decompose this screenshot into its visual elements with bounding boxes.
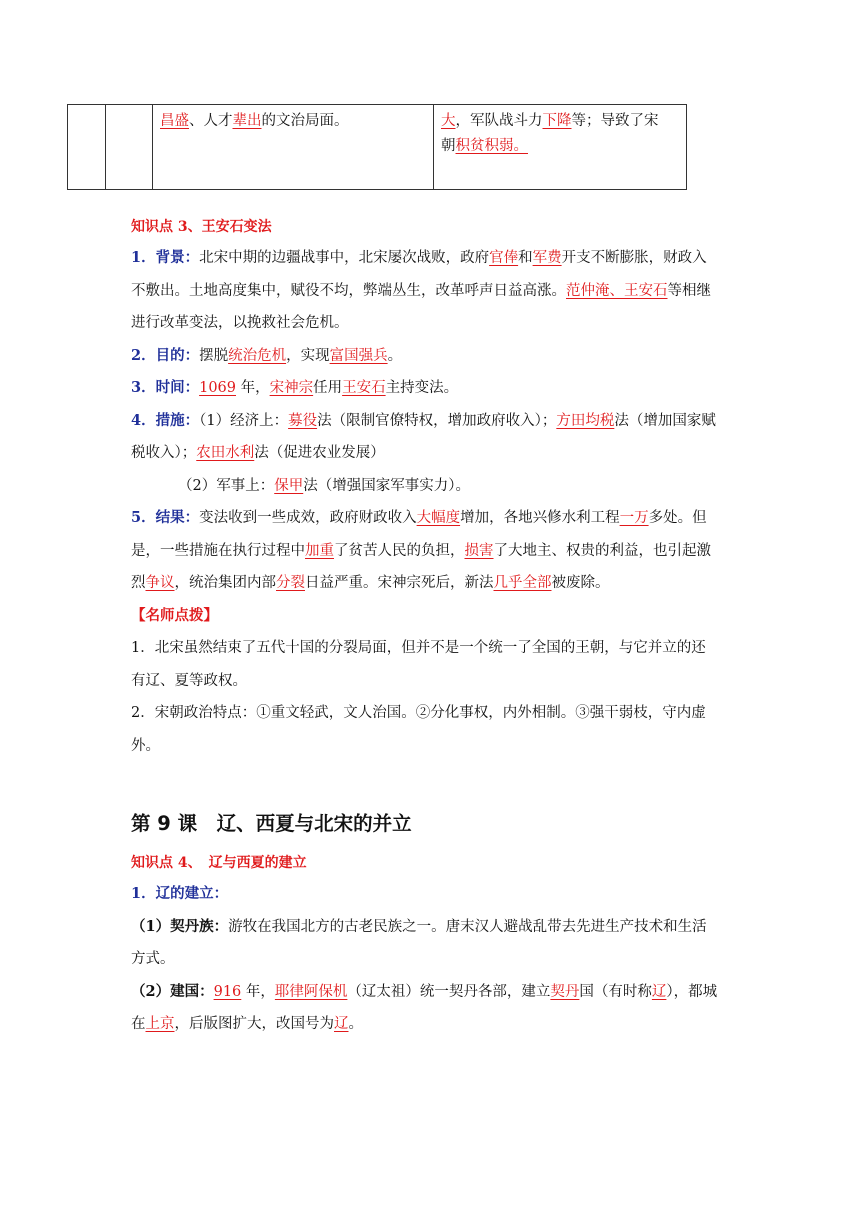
background-text-line	[131, 275, 731, 308]
answer-blank: 积贫积弱。	[455, 138, 528, 154]
text-run: 增加，各地兴修水利工程	[460, 510, 620, 526]
teacher-tip-text: 有辽、夏等政权。	[131, 672, 247, 689]
text-run: 了大地主、权贵的利益，也引起激	[493, 542, 711, 559]
table-cell-weakness	[434, 105, 687, 190]
answer-blank: 分裂	[276, 575, 305, 591]
answer-blank: 农田水利	[196, 445, 255, 461]
teacher-tip-text: 外。	[131, 737, 160, 754]
text-run: 多处。但	[648, 510, 707, 526]
text-run: （2）军事上：	[178, 477, 275, 494]
founding-label: （2）建国：	[131, 982, 214, 1000]
text-run: 。	[348, 1016, 363, 1032]
teacher-tip-title: 【名师点拨】	[131, 606, 218, 624]
answer-blank: 辽	[334, 1016, 349, 1032]
text-run: （辽太祖）统一契丹各部，建立	[347, 983, 551, 1000]
answer-blank: 辽	[651, 983, 667, 1000]
text-run: 进行改革变法，以挽救社会危机。	[131, 315, 349, 331]
founding-text-line	[131, 1008, 731, 1041]
continued-table	[67, 104, 687, 190]
table-row	[68, 105, 687, 190]
text-run: ，实现	[286, 347, 330, 364]
khitan-text	[228, 919, 707, 935]
purpose-label: 2．目的：	[131, 346, 200, 364]
table-cell-culture	[153, 105, 434, 190]
text-run: 等；导致了宋	[571, 113, 659, 129]
answer-blank: 一万	[619, 510, 649, 526]
khitan-label: （1）契丹族：	[131, 917, 229, 935]
table-cell-text	[160, 109, 426, 134]
text-run: 任用	[313, 380, 343, 396]
result-text	[199, 510, 707, 526]
answer-blank: 宋神宗	[269, 380, 314, 396]
time-label: 3．时间：	[131, 379, 200, 396]
result-text-line	[131, 567, 731, 600]
text-run: ），都城	[666, 983, 718, 1000]
text-run: 日益严重。宋神宗死后，新法	[305, 575, 494, 591]
result-text-line	[131, 535, 731, 568]
answer-blank: 保甲	[274, 477, 304, 494]
answer-blank: 损害	[464, 542, 494, 559]
main-content	[131, 212, 731, 1041]
measures-military-line	[131, 470, 731, 503]
result-label: 5．结果：	[131, 509, 200, 526]
measures-text-line	[131, 437, 731, 470]
purpose-text	[199, 348, 402, 364]
text-run: （1）经济上：	[199, 412, 289, 429]
text-run: 主持变法。	[385, 380, 459, 396]
answer-blank: 大	[441, 113, 456, 129]
text-run: 摆脱	[199, 347, 229, 364]
text-run: 法（增强国家军事实力）。	[303, 477, 470, 494]
teacher-tip-text: 1．北宋虽然结束了五代十国的分裂局面，但并不是一个统一了全国的王朝，与它并立的还	[131, 640, 706, 656]
founding-text	[214, 984, 718, 1000]
lesson-title: 第 9 课 辽、西夏与北宋的并立	[131, 812, 412, 835]
text-run: 被废除。	[551, 575, 610, 591]
text-run: 法（促进农业发展）	[254, 445, 385, 461]
measures-text	[199, 413, 716, 429]
text-run: 不敷出。土地高度集中，赋役不均，弊端丛生，改革呼声日益高涨。	[131, 282, 566, 299]
knowledge-point-title: 知识点 4、 辽与西夏的建立	[131, 855, 307, 871]
table-cell-text-line	[441, 134, 679, 159]
text-run: 变法收到一些成效，政府财政收入	[199, 510, 417, 526]
answer-blank: 916	[213, 983, 242, 1000]
answer-blank: 几乎全部	[493, 575, 552, 591]
answer-blank: 统治危机	[228, 347, 287, 364]
purpose-paragraph	[131, 340, 731, 373]
answer-blank: 耶律阿保机	[274, 983, 348, 1000]
table-cell-text-line	[441, 109, 679, 134]
answer-blank: 上京	[145, 1016, 175, 1032]
text-run: 开支不断膨胀，财政入	[561, 250, 707, 266]
khitan-paragraph	[131, 911, 731, 944]
background-paragraph	[131, 242, 731, 275]
answer-blank: 1069	[199, 380, 236, 396]
text-run: 、人才	[189, 113, 233, 129]
text-run: 朝	[441, 138, 456, 154]
text-run: 方式。	[131, 951, 175, 967]
text-run: 。	[387, 347, 403, 364]
text-run: 年，	[241, 983, 275, 1000]
text-run: 烈	[131, 575, 146, 591]
answer-blank: 军费	[532, 250, 562, 266]
answer-blank: 范仲淹、王安石	[566, 282, 668, 299]
text-run: 游牧在我国北方的古老民族之一。唐末汉人避战乱带去先进生产技术和生活	[228, 918, 707, 935]
table-cell-empty-2	[106, 105, 153, 190]
answer-blank: 富国强兵	[329, 347, 388, 364]
measures-label: 4．措施：	[131, 411, 200, 429]
text-run: 年，	[236, 380, 270, 396]
knowledge-point-title: 知识点 3、王安石变法	[131, 219, 272, 235]
answer-blank: 辈出	[232, 113, 262, 129]
answer-blank: 方田均税	[556, 412, 615, 429]
text-run: 是，一些措施在执行过程中	[131, 542, 305, 559]
text-run: 和	[518, 250, 533, 266]
text-run: 法（增加国家赋	[614, 412, 716, 429]
text-run: 了贫苦人民的负担，	[334, 542, 465, 559]
text-run: ，军队战斗力	[455, 113, 543, 129]
text-run: ，统治集团内部	[174, 575, 276, 591]
text-run: 在	[131, 1016, 146, 1032]
text-run: 的文治局面。	[261, 113, 349, 129]
time-paragraph	[131, 372, 731, 405]
answer-blank: 官俸	[489, 250, 519, 266]
time-text	[199, 380, 458, 396]
answer-blank: 契丹	[550, 983, 580, 1000]
answer-blank: 加重	[305, 542, 334, 559]
text-run: 国（有时称	[579, 983, 652, 1000]
answer-blank: 募役	[288, 412, 318, 429]
background-text-line	[131, 307, 731, 340]
khitan-text-line	[131, 943, 731, 976]
table-cell-empty-1	[68, 105, 106, 190]
result-paragraph	[131, 502, 731, 535]
text-run: ，后版图扩大，改国号为	[174, 1016, 334, 1032]
text-run: 税收入）；	[131, 445, 197, 461]
answer-blank: 昌盛	[160, 113, 189, 129]
answer-blank: 争议	[145, 575, 175, 591]
text-run: 北宋中期的边疆战事中，北宋屡次战败，政府	[199, 250, 490, 266]
text-run: 等相继	[667, 282, 711, 299]
answer-blank: 大幅度	[416, 510, 461, 526]
background-label: 1．背景：	[131, 249, 200, 266]
background-text	[199, 250, 707, 266]
text-run: 法（限制官僚特权，增加政府收入）；	[317, 412, 557, 429]
answer-blank: 王安石	[342, 380, 386, 396]
teacher-tip-text: 2．宋朝政治特点：①重文轻武，文人治国。②分化事权，内外相制。③强干弱枝，守内虚	[131, 705, 706, 721]
answer-blank: 下降	[542, 113, 572, 129]
measures-paragraph	[131, 405, 731, 438]
founding-paragraph	[131, 976, 731, 1009]
liao-heading: 1．辽的建立：	[131, 885, 229, 902]
